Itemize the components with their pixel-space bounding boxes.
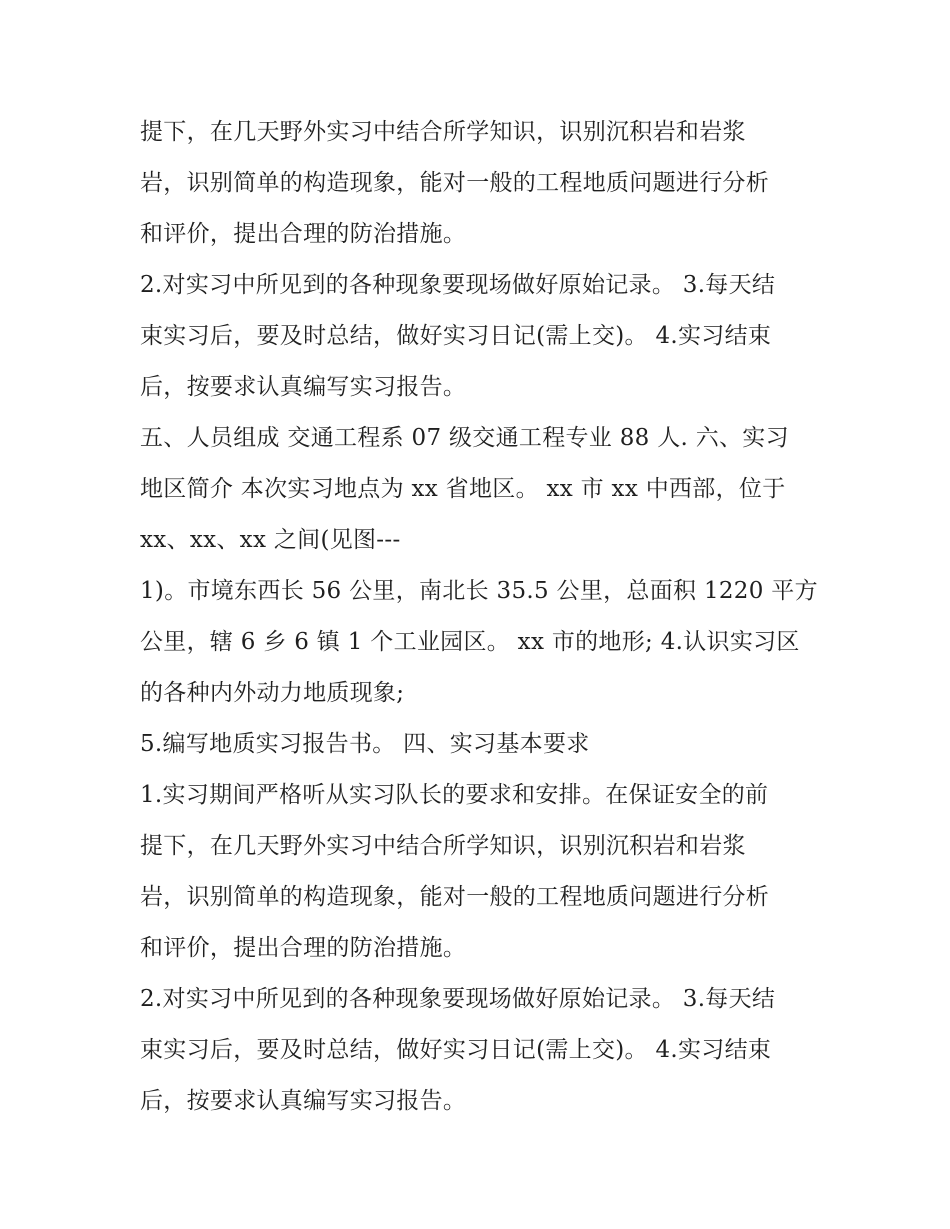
text-line: 提下，在几天野外实习中结合所学知识，识别沉积岩和岩浆	[140, 833, 746, 859]
text-line: 提下，在几天野外实习中结合所学知识，识别沉积岩和岩浆	[140, 119, 746, 145]
text-line: 和评价，提出合理的防治措施。	[140, 935, 467, 961]
text-line: 和评价，提出合理的防治措施。	[140, 221, 467, 247]
text-line: 2.对实习中所见到的各种现象要现场做好原始记录。 3.每天结	[140, 272, 776, 298]
body-text	[140, 107, 820, 1127]
text-line: 后，按要求认真编写实习报告。	[140, 1088, 467, 1114]
text-line: 束实习后，要及时总结，做好实习日记(需上交)。 4.实习结束	[140, 1037, 772, 1063]
text-line: 1.实习期间严格听从实习队长的要求和安排。在保证安全的前	[140, 782, 769, 808]
text-line: 岩，识别简单的构造现象，能对一般的工程地质问题进行分析	[140, 170, 770, 196]
text-line: 1)。市境东西长 56 公里，南北长 35.5 公里，总面积 1220 平方	[140, 578, 818, 604]
text-line: 5.编写地质实习报告书。 四、实习基本要求	[140, 731, 590, 757]
text-line: 地区简介 本次实习地点为 xx 省地区。 xx 市 xx 中西部，位于	[140, 476, 786, 502]
text-line: 公里，辖 6 乡 6 镇 1 个工业园区。 xx 市的地形; 4.认识实习区	[140, 629, 800, 655]
text-line: 的各种内外动力地质现象;	[140, 680, 405, 706]
text-line: 岩，识别简单的构造现象，能对一般的工程地质问题进行分析	[140, 884, 770, 910]
text-line: 五、人员组成 交通工程系 07 级交通工程专业 88 人. 六、实习	[140, 425, 789, 451]
text-line: xx、xx、xx 之间(见图---	[140, 527, 401, 553]
text-line: 后，按要求认真编写实习报告。	[140, 374, 467, 400]
text-line: 2.对实习中所见到的各种现象要现场做好原始记录。 3.每天结	[140, 986, 776, 1012]
text-line: 束实习后，要及时总结，做好实习日记(需上交)。 4.实习结束	[140, 323, 772, 349]
